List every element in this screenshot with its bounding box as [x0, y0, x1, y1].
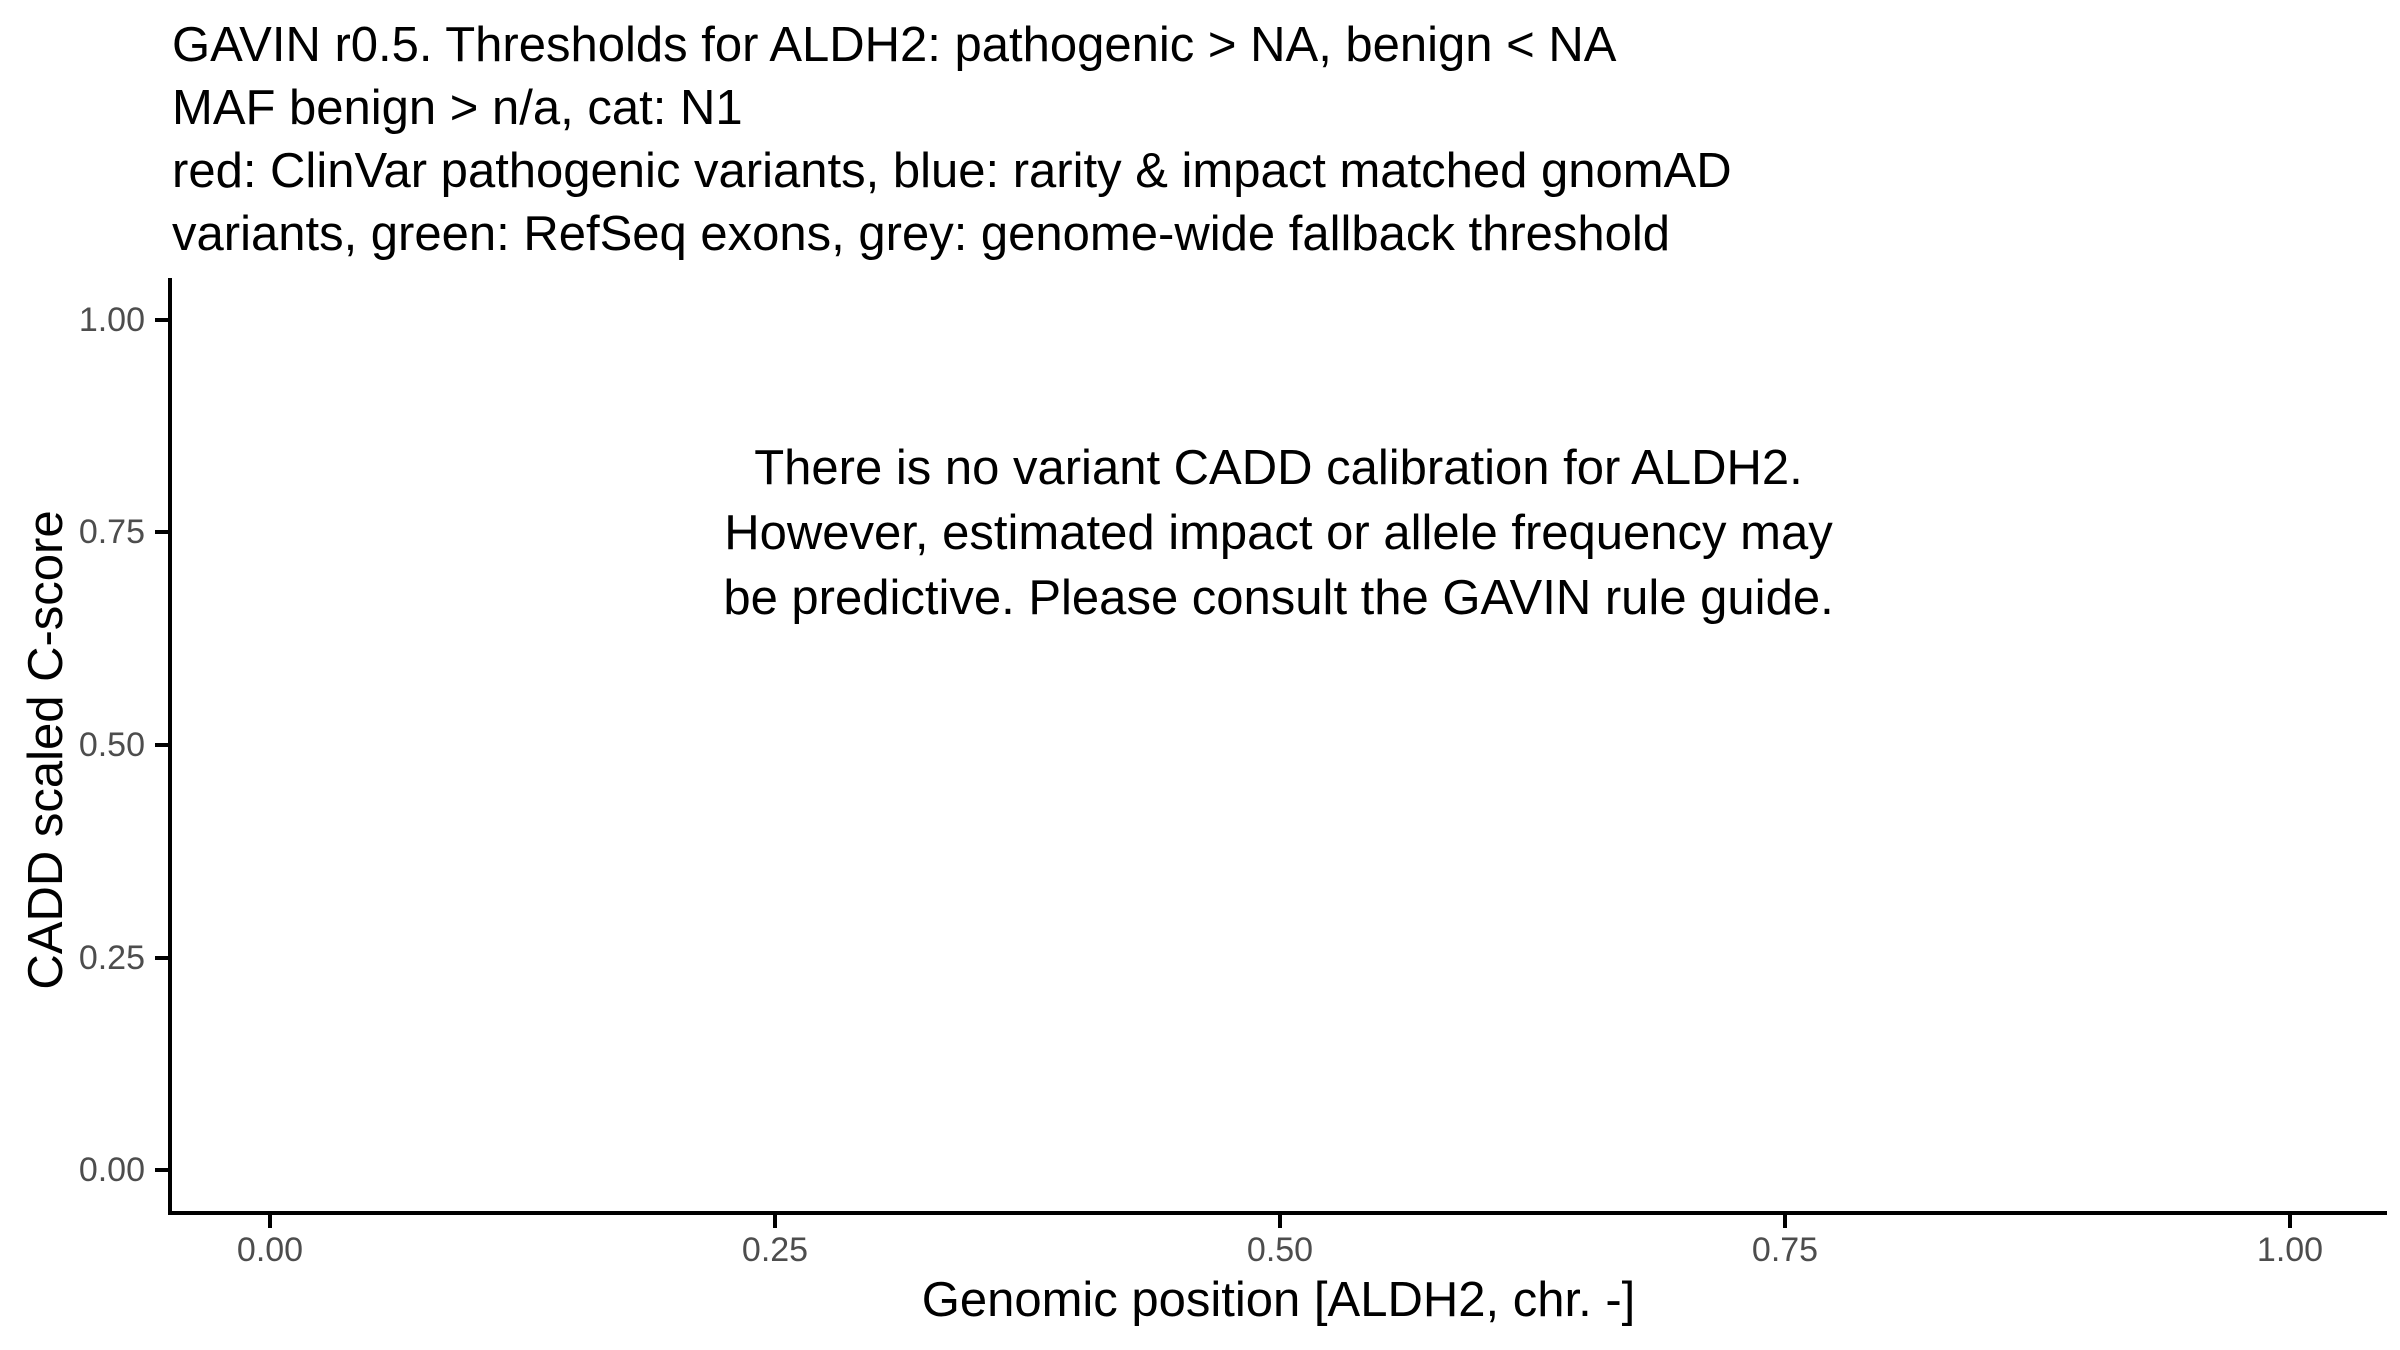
y-axis-line	[168, 278, 172, 1215]
y-tick-mark	[155, 1168, 168, 1172]
no-calibration-annotation	[170, 436, 2387, 631]
y-tick-mark	[155, 743, 168, 747]
plot-title-line-3: red: ClinVar pathogenic variants, blue: rarity & impact matched gnomAD	[172, 144, 1732, 198]
y-tick-label: 0.00	[78, 1151, 145, 1189]
x-tick-label: 0.25	[741, 1231, 809, 1269]
plot-title-line-4: variants, green: RefSeq exons, grey: genome-wide fallback threshold	[172, 207, 1671, 261]
y-tick-label: 0.25	[78, 939, 145, 977]
x-tick-mark	[2288, 1215, 2292, 1228]
x-tick-label: 0.75	[1751, 1231, 1819, 1269]
y-tick-mark	[155, 318, 168, 322]
y-tick-mark	[155, 530, 168, 534]
x-tick-mark	[1783, 1215, 1787, 1228]
y-tick-label: 0.50	[78, 726, 145, 764]
annotation-line-2: However, estimated impact or allele frequency may	[724, 506, 1833, 560]
annotation-line-1: There is no variant CADD calibration for ALDH2.	[754, 441, 1803, 495]
plot-title	[172, 14, 1732, 266]
y-tick-label: 1.00	[78, 301, 145, 339]
y-axis-title: CADD scaled C-score	[19, 510, 73, 990]
x-tick-label: 0.50	[1246, 1231, 1314, 1269]
x-tick-mark	[268, 1215, 272, 1228]
plot-title-line-2: MAF benign > n/a, cat: N1	[172, 81, 743, 135]
x-tick-label: 0.00	[236, 1231, 304, 1269]
y-tick-label: 0.75	[78, 513, 145, 551]
x-tick-mark	[1278, 1215, 1282, 1228]
y-tick-mark	[155, 956, 168, 960]
x-tick-label: 1.00	[2256, 1231, 2324, 1269]
x-axis-title: Genomic position [ALDH2, chr. -]	[921, 1273, 1636, 1327]
plot-title-line-1: GAVIN r0.5. Thresholds for ALDH2: pathogenic > NA, benign < NA	[172, 18, 1617, 72]
annotation-line-3: be predictive. Please consult the GAVIN rule guide.	[723, 571, 1834, 625]
x-tick-mark	[773, 1215, 777, 1228]
